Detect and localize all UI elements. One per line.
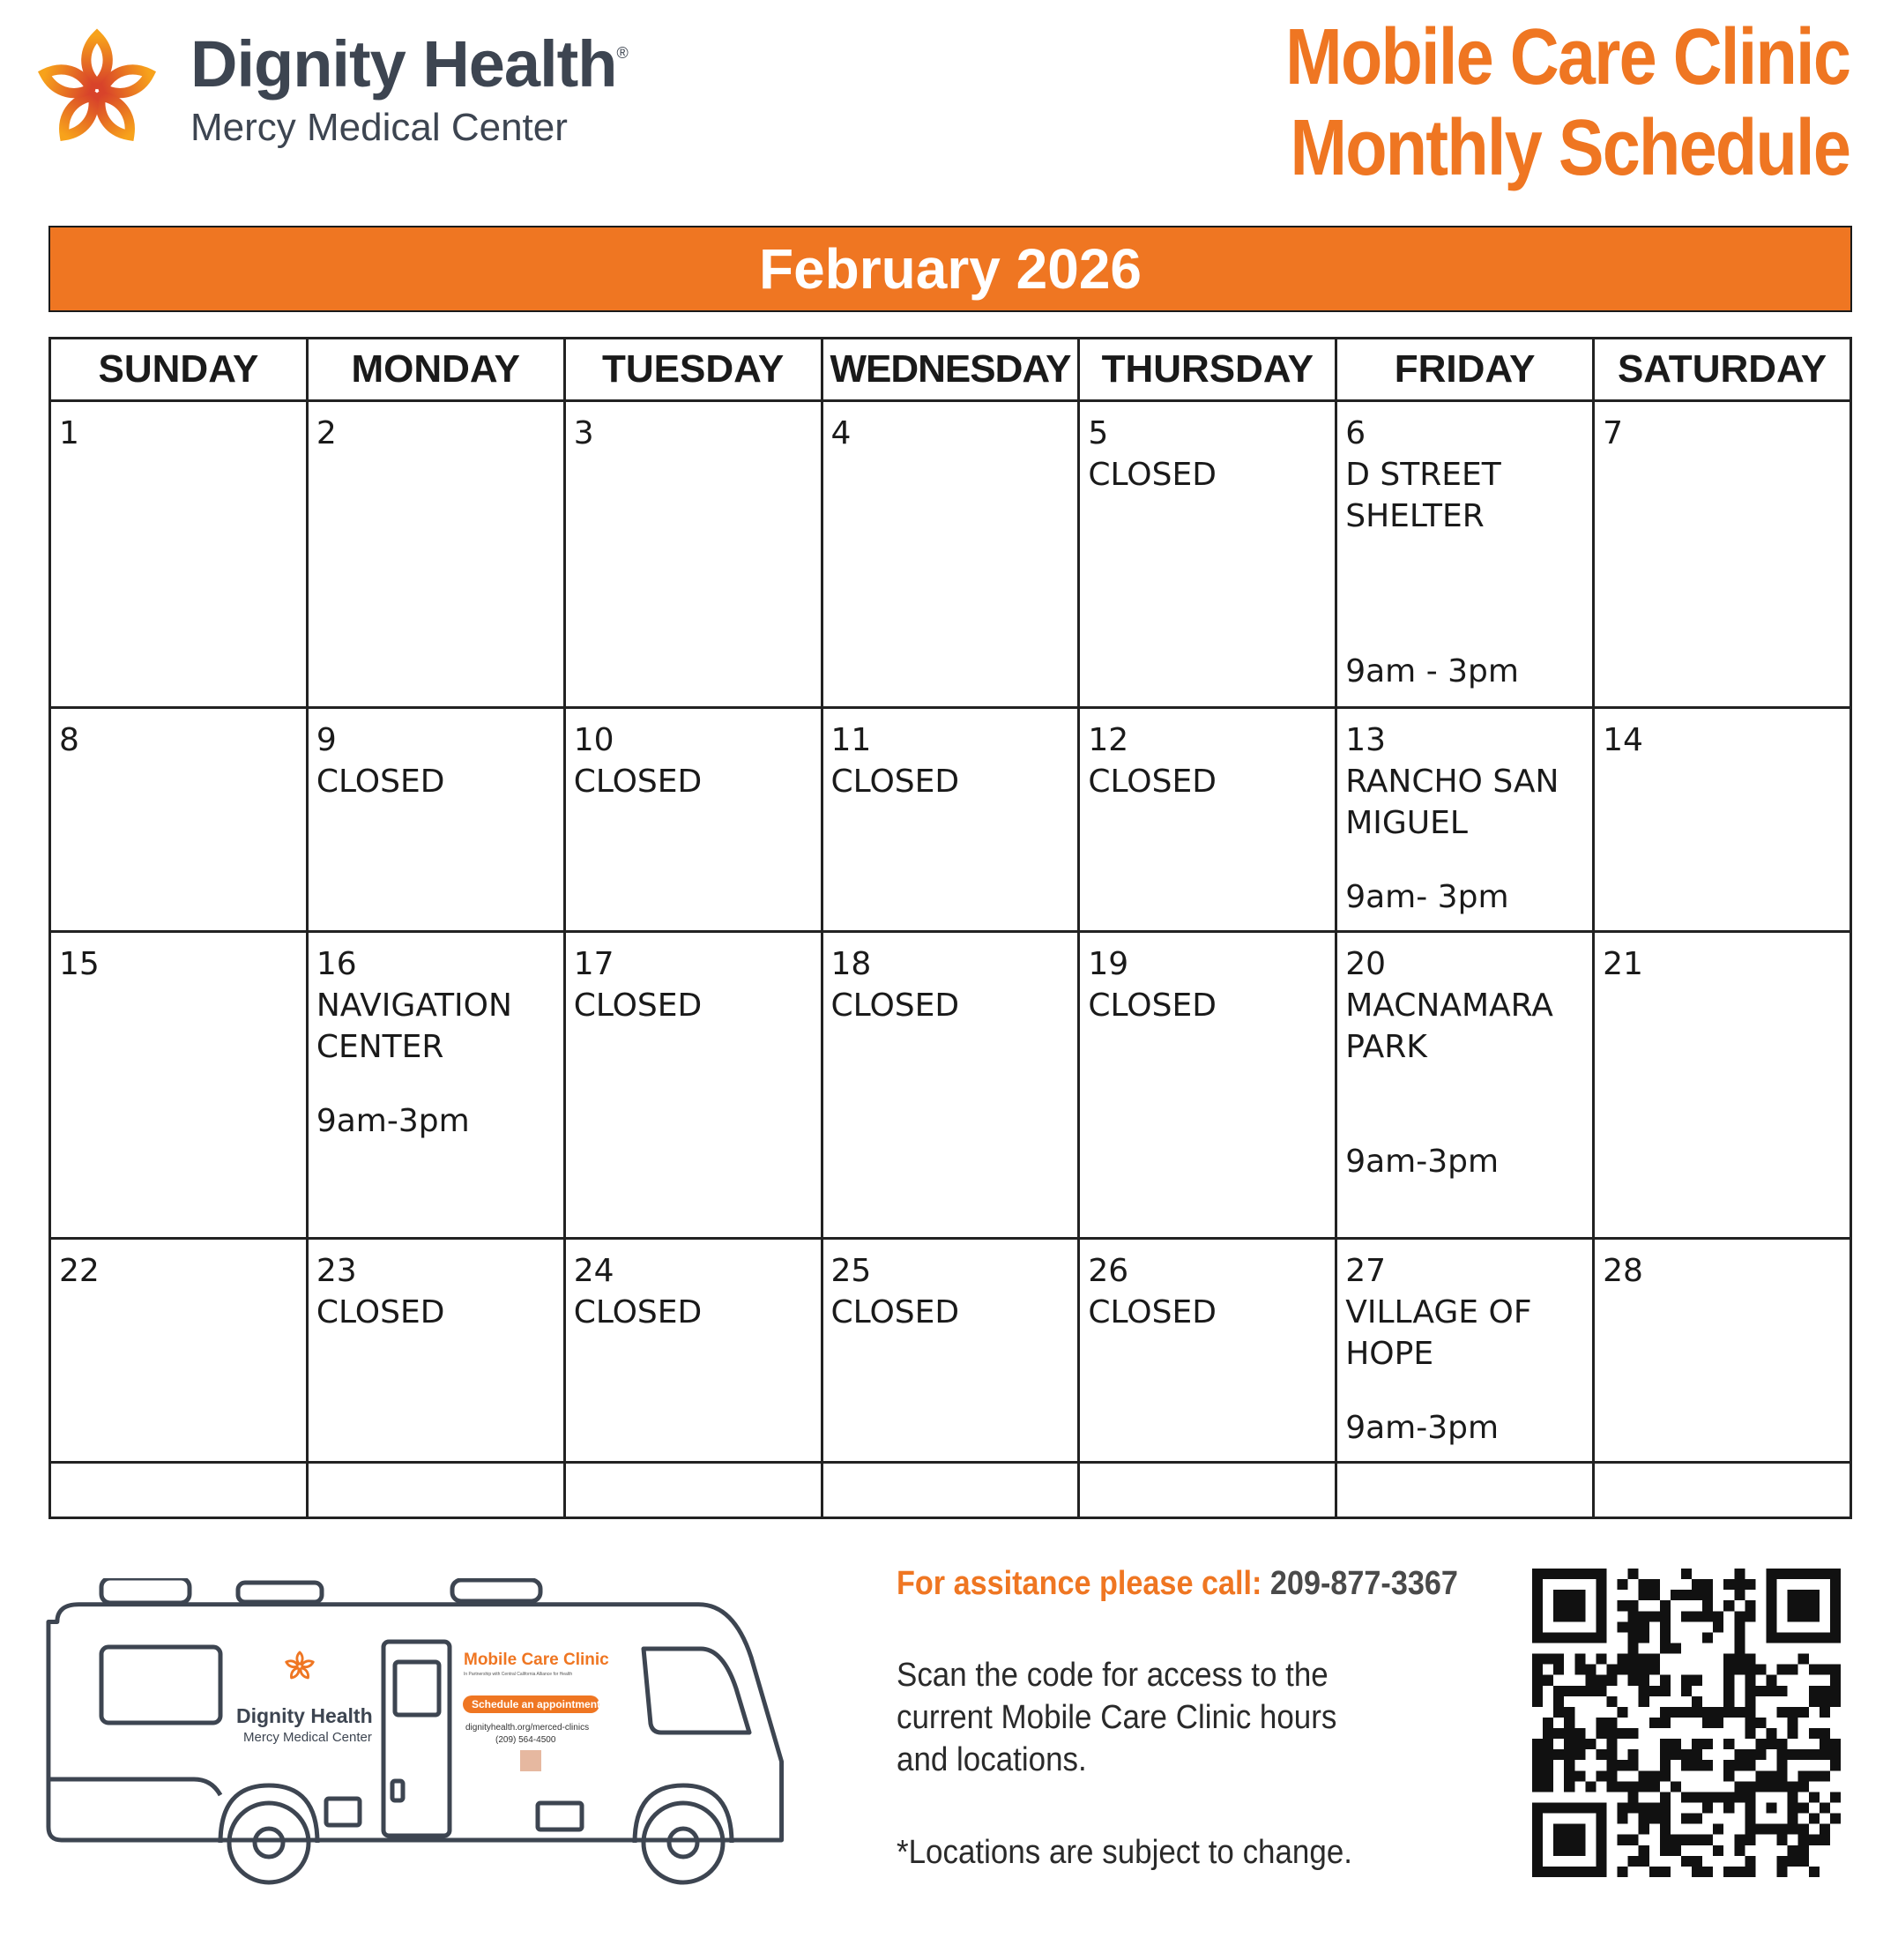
calendar-day-cell [1079, 932, 1336, 1239]
calendar-day-cell [1594, 708, 1851, 932]
calendar-day-cell [1079, 708, 1336, 932]
day-number: 21 [1603, 946, 1643, 982]
weekday-header: TUESDAY [564, 339, 822, 401]
day-number: 1 [59, 415, 79, 451]
calendar-day-cell [1336, 401, 1594, 708]
weekday-header: THURSDAY [1079, 339, 1336, 401]
day-hours: 9am- 3pm [1345, 879, 1509, 915]
assistance-phone[interactable]: 209-877-3367 [1269, 1565, 1458, 1602]
day-location: CLOSED [1088, 457, 1217, 493]
calendar-day-cell [50, 1463, 308, 1518]
day-number: 28 [1603, 1253, 1643, 1289]
day-number: 20 [1345, 946, 1387, 982]
day-number: 25 [830, 1253, 872, 1289]
weekday-header: FRIDAY [1336, 339, 1594, 401]
day-number: 14 [1603, 722, 1643, 758]
mobile-clinic-rv-icon [44, 1578, 785, 1887]
weekday-header: SUNDAY [50, 339, 308, 401]
day-number: 9 [316, 722, 337, 758]
day-hours: 9am - 3pm [1345, 653, 1519, 689]
day-hours: 9am-3pm [1345, 1144, 1500, 1180]
calendar-day-cell [50, 932, 308, 1239]
calendar-week-row [50, 708, 1851, 932]
page-title [1285, 12, 1850, 194]
dignity-health-logo-icon [26, 25, 167, 157]
day-location: RANCHO SAN MIGUEL [1345, 764, 1559, 841]
brand-subname: Mercy Medical Center [190, 106, 568, 149]
assistance-label: For assitance please call: [897, 1565, 1262, 1602]
calendar-grid [48, 337, 1852, 1519]
month-banner [48, 226, 1852, 312]
calendar-day-cell [564, 932, 822, 1239]
calendar-day-cell [822, 932, 1079, 1239]
rv-sign-title: Mobile Care Clinic [464, 1651, 609, 1669]
day-location: CLOSED [573, 1294, 703, 1330]
day-number: 11 [830, 722, 872, 758]
weekday-header: WEDNESDAY [822, 339, 1079, 401]
day-number: 27 [1345, 1253, 1387, 1289]
scan-instructions: Scan the code for access to the current Mobile Care Clinic hours and locations. [897, 1657, 1337, 1778]
calendar-body [50, 401, 1851, 1518]
qr-code-icon[interactable] [1532, 1569, 1841, 1877]
day-hours: 9am-3pm [316, 1103, 470, 1139]
calendar-day-cell [307, 1239, 564, 1463]
title-line-1: Mobile Care Clinic [1285, 13, 1850, 101]
day-location: CLOSED [573, 987, 703, 1024]
day-location: CLOSED [830, 987, 960, 1024]
day-number: 5 [1088, 415, 1109, 451]
calendar-day-cell [822, 1463, 1079, 1518]
mobile-clinic-rv-illustration [44, 1578, 785, 1887]
weekday-header: SATURDAY [1594, 339, 1851, 401]
brand-name: Dignity Health® [190, 27, 628, 101]
day-number: 2 [316, 415, 337, 451]
calendar-day-cell [822, 1239, 1079, 1463]
assistance-line [897, 1565, 1458, 1603]
rv-brand: Dignity Health [236, 1704, 373, 1727]
day-number: 17 [573, 946, 614, 982]
day-number: 10 [573, 722, 614, 758]
calendar-day-cell [822, 401, 1079, 708]
day-number: 22 [59, 1253, 100, 1289]
day-number: 23 [316, 1253, 357, 1289]
calendar-week-row [50, 1239, 1851, 1463]
calendar-day-cell [1336, 708, 1594, 932]
rv-sign-url: dignityhealth.org/merced-clinics [465, 1723, 590, 1733]
day-number: 19 [1088, 946, 1129, 982]
calendar-day-cell [1594, 1239, 1851, 1463]
day-number: 7 [1603, 415, 1623, 451]
calendar-day-cell [307, 932, 564, 1239]
day-location: CLOSED [830, 1294, 960, 1330]
day-location: CLOSED [316, 1294, 445, 1330]
day-location: CLOSED [1088, 1294, 1217, 1330]
rv-sign-phone: (209) 564-4500 [495, 1735, 556, 1745]
calendar-day-cell [1336, 1463, 1594, 1518]
rv-sign-button: Schedule an appointment [472, 1698, 601, 1710]
day-number: 16 [316, 946, 357, 982]
day-location: MACNAMARA PARK [1345, 987, 1553, 1065]
month-title: February 2026 [758, 237, 1142, 301]
calendar-day-cell [50, 1239, 308, 1463]
day-location: D STREET SHELTER [1345, 457, 1501, 534]
calendar-day-cell [50, 401, 308, 708]
day-number: 12 [1088, 722, 1129, 758]
day-number: 18 [830, 946, 872, 982]
calendar-day-cell [564, 1239, 822, 1463]
day-number: 24 [573, 1253, 614, 1289]
day-location: CLOSED [1088, 764, 1217, 800]
day-location: VILLAGE OF HOPE [1345, 1294, 1532, 1372]
day-location: CLOSED [1088, 987, 1217, 1024]
calendar-day-cell [564, 1463, 822, 1518]
rv-subbrand: Mercy Medical Center [243, 1730, 372, 1745]
day-number: 6 [1345, 415, 1366, 451]
day-number: 4 [830, 415, 852, 451]
day-location: NAVIGATION CENTER [316, 987, 512, 1065]
calendar-day-cell [50, 708, 308, 932]
calendar-day-cell [307, 708, 564, 932]
calendar-day-cell [1594, 932, 1851, 1239]
day-location: CLOSED [830, 764, 960, 800]
day-number: 15 [59, 946, 100, 982]
calendar-day-cell [1079, 1463, 1336, 1518]
locations-note: *Locations are subject to change. [897, 1834, 1352, 1871]
calendar-day-cell [307, 1463, 564, 1518]
dignity-health-logo [26, 18, 644, 159]
title-line-2: Monthly Schedule [1290, 104, 1850, 192]
calendar-week-row [50, 932, 1851, 1239]
calendar-day-cell [822, 708, 1079, 932]
calendar-day-cell [1594, 401, 1851, 708]
calendar-day-cell [1336, 932, 1594, 1239]
calendar-week-row [50, 401, 1851, 708]
weekday-header: MONDAY [307, 339, 564, 401]
day-location: CLOSED [316, 764, 445, 800]
day-number: 8 [59, 722, 79, 758]
calendar-day-cell [1079, 1239, 1336, 1463]
day-number: 26 [1088, 1253, 1129, 1289]
calendar-day-cell [564, 401, 822, 708]
day-hours: 9am-3pm [1345, 1410, 1500, 1446]
day-number: 3 [573, 415, 594, 451]
day-number: 13 [1345, 722, 1387, 758]
calendar-day-cell [1079, 401, 1336, 708]
calendar-week-row [50, 1463, 1851, 1518]
day-location: CLOSED [573, 764, 703, 800]
calendar-day-cell [1594, 1463, 1851, 1518]
rv-sign-subtitle: In Partnership with Central California Alliance for Health [464, 1672, 573, 1677]
calendar-day-cell [1336, 1239, 1594, 1463]
calendar-day-cell [307, 401, 564, 708]
weekday-header-row [50, 339, 1851, 401]
calendar-day-cell [564, 708, 822, 932]
